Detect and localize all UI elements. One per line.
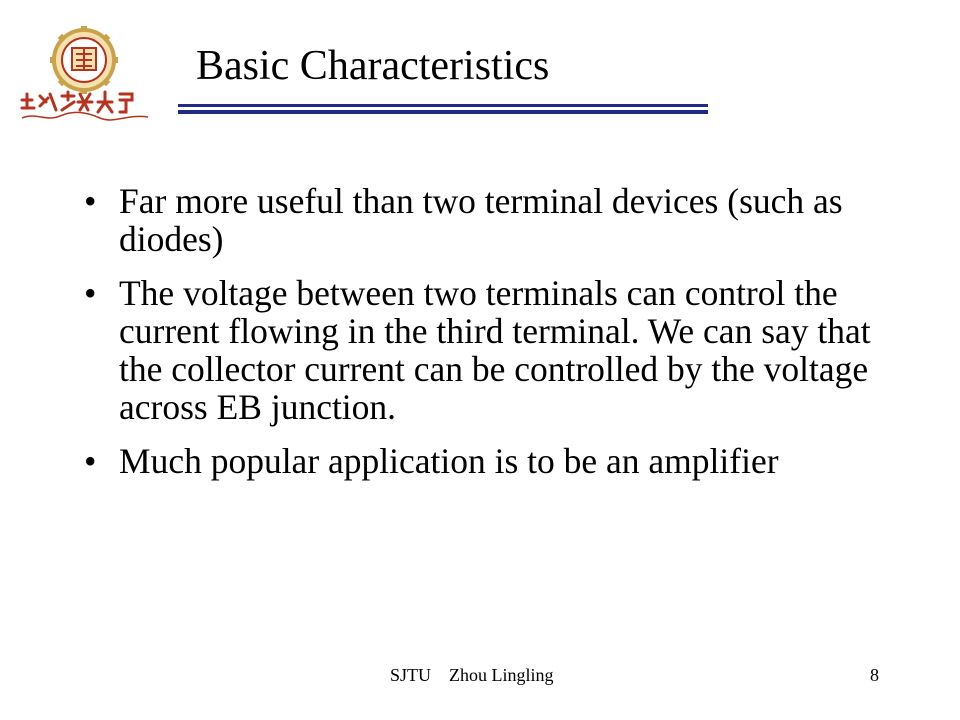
bullet-item [84, 442, 884, 480]
bullet-point-icon: • [84, 181, 97, 221]
bullet-list [84, 182, 884, 496]
bullet-item [84, 274, 884, 426]
bullet-point-icon: • [84, 441, 97, 481]
bullet-text: Much popular application is to be an amplifier [119, 441, 779, 481]
bullet-item [84, 182, 884, 258]
title-underline [178, 104, 708, 114]
bullet-text: The voltage between two terminals can control the current flowing in the third terminal. We can say that the collector current can be controlled by the voltage across EB junction. [119, 273, 871, 427]
bullet-text: Far more useful than two terminal devices (such as diodes) [119, 181, 843, 259]
university-seal-icon [16, 26, 154, 122]
slide-title: Basic Characteristics [196, 43, 550, 89]
page-number: 8 [870, 665, 879, 685]
footer-author: SJTU Zhou Lingling [390, 665, 554, 685]
university-logo [16, 26, 154, 122]
bullet-point-icon: • [84, 273, 97, 313]
